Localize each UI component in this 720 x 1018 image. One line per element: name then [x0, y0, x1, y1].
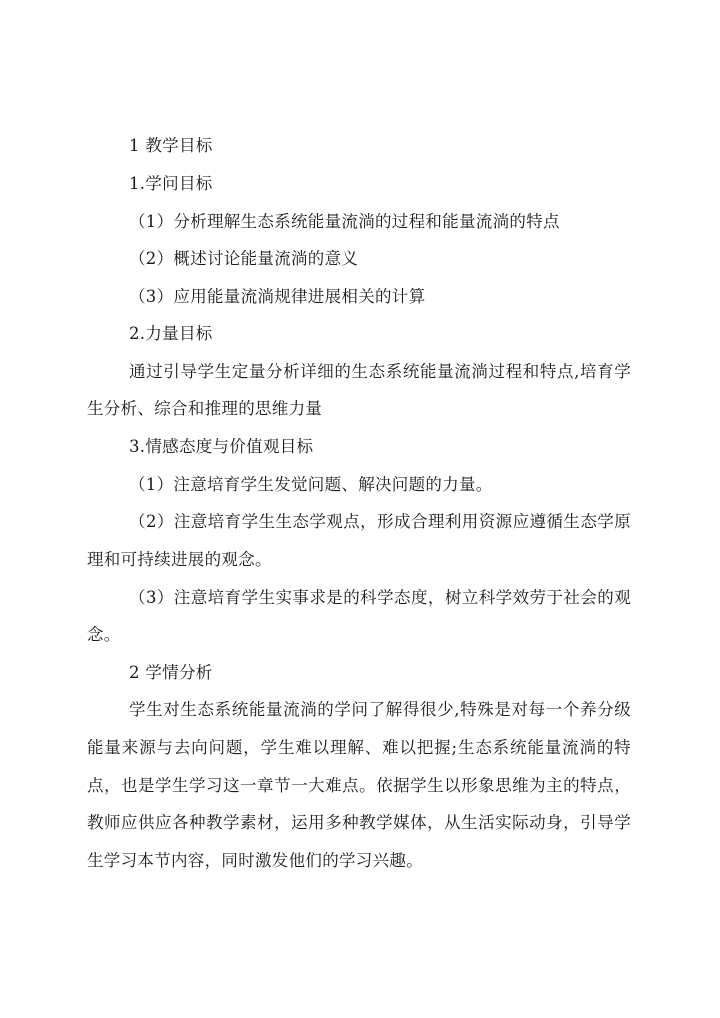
- learner-analysis-line-4: 教师应供应各种教学素材，运用多种教学媒体，从生活实际动身，引导学: [87, 813, 631, 832]
- ability-goal-para-line-1: 通过引导学生定量分析详细的生态系统能量流淌过程和特点,培育学: [129, 362, 631, 381]
- subheading-knowledge-goals: 1.学问目标: [129, 174, 213, 193]
- knowledge-goal-item-3: （3）应用能量流淌规律进展相关的计算: [129, 287, 426, 306]
- learner-analysis-line-5: 生学习本节内容，同时激发他们的学习兴趣。: [87, 851, 423, 870]
- subheading-attitude-goals: 3.情感态度与价值观目标: [129, 437, 314, 456]
- ability-goal-para-line-2: 生分析、综合和推理的思维力量: [87, 399, 323, 418]
- learner-analysis-line-1: 学生对生态系统能量流淌的学问了解得很少,特殊是对每一个养分级: [129, 700, 631, 719]
- attitude-goal-item-3-line-2: 念。: [87, 625, 121, 644]
- section-heading-learner-analysis: 2 学情分析: [129, 663, 213, 682]
- learner-analysis-line-2: 能量来源与去向问题，学生难以理解、难以把握;生态系统能量流淌的特: [87, 738, 631, 757]
- attitude-goal-item-2-line-1: （2）注意培育学生生态学观点，形成合理利用资源应遵循生态学原: [129, 512, 631, 531]
- learner-analysis-line-3: 点，也是学生学习这一章节一大难点。依据学生以形象思维为主的特点，: [87, 776, 631, 795]
- attitude-goal-item-3-line-1: （3）注意培育学生实事求是的科学态度，树立科学效劳于社会的观: [129, 588, 631, 607]
- knowledge-goal-item-2: （2）概述讨论能量流淌的意义: [129, 249, 359, 268]
- section-heading-teaching-goals: 1 教学目标: [129, 136, 213, 155]
- knowledge-goal-item-1: （1）分析理解生态系统能量流淌的过程和能量流淌的特点: [129, 212, 560, 231]
- subheading-ability-goals: 2.力量目标: [129, 324, 213, 343]
- attitude-goal-item-1: （1）注意培育学生发觉问题、解决问题的力量。: [129, 475, 493, 494]
- attitude-goal-item-2-line-2: 理和可持续进展的观念。: [87, 550, 272, 569]
